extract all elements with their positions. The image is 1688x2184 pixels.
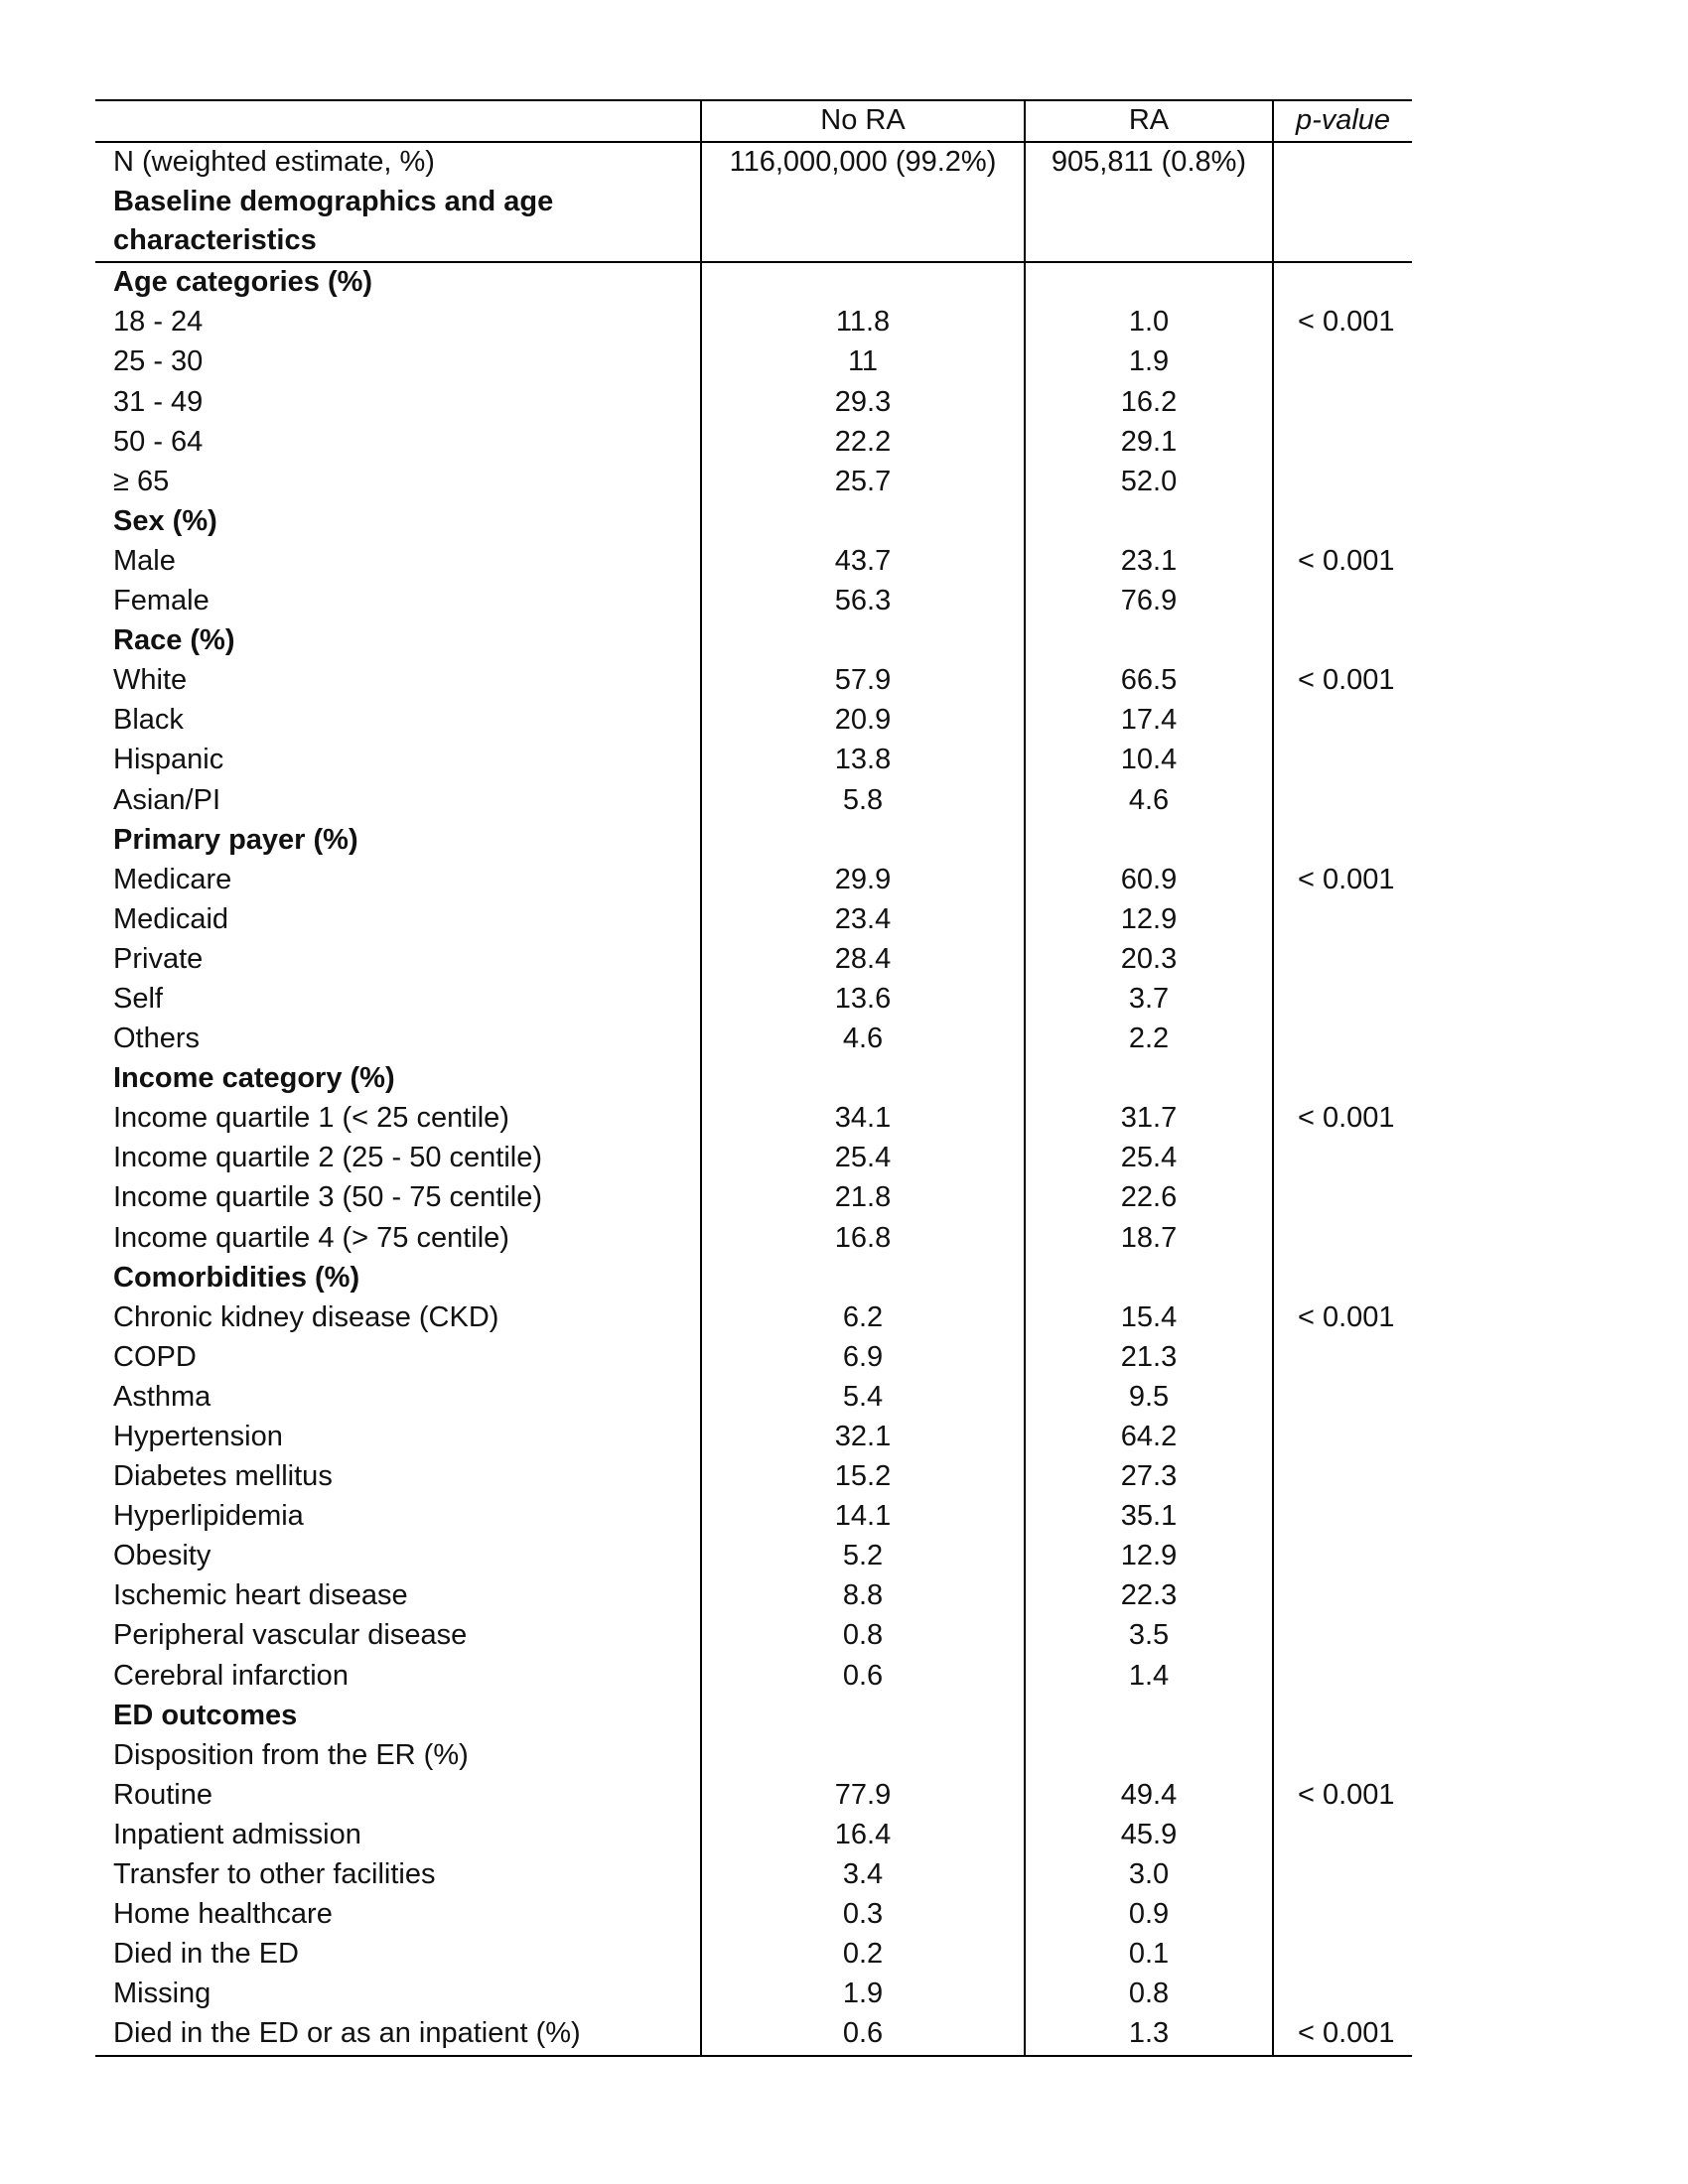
empty-cell	[701, 1059, 1025, 1099]
baseline-heading-row	[95, 183, 1412, 262]
n-row-p	[1273, 142, 1412, 183]
row-p-value	[1273, 940, 1412, 980]
row-no-ra-value: 5.8	[701, 781, 1025, 821]
table-row	[95, 1895, 1412, 1935]
row-p-value	[1273, 1457, 1412, 1497]
table-row	[95, 1616, 1412, 1656]
row-ra-value: 18.7	[1025, 1219, 1273, 1259]
row-label: Peripheral vascular disease	[113, 1619, 468, 1652]
row-ra-value: 3.7	[1025, 980, 1273, 1020]
section-heading: Sex (%)	[113, 504, 217, 537]
row-label: Hispanic	[113, 744, 224, 776]
empty-cell	[1273, 821, 1412, 861]
row-p-value	[1273, 1139, 1412, 1178]
empty-cell	[1273, 1059, 1412, 1099]
row-p-value	[1273, 701, 1412, 741]
row-label: Missing	[113, 1978, 211, 2010]
row-ra-value: 66.5	[1025, 661, 1273, 701]
row-ra-value: 4.6	[1025, 781, 1273, 821]
table-row	[95, 303, 1412, 342]
row-no-ra-value: 29.9	[701, 861, 1025, 900]
row-no-ra-value: 5.2	[701, 1537, 1025, 1576]
table-row	[95, 1816, 1412, 1855]
header-no-ra: No RA	[701, 100, 1025, 142]
row-label: Private	[113, 942, 204, 975]
table-row	[95, 701, 1412, 741]
row-ra-value: 1.9	[1025, 342, 1273, 382]
row-p-value	[1273, 1657, 1412, 1697]
empty-cell	[1273, 502, 1412, 542]
row-label: Diabetes mellitus	[113, 1460, 333, 1493]
row-ra-value: 76.9	[1025, 582, 1273, 621]
row-no-ra-value: 5.4	[701, 1378, 1025, 1418]
table-row	[95, 980, 1412, 1020]
table-row	[95, 423, 1412, 463]
row-p-value	[1273, 1616, 1412, 1656]
row-p-value	[1273, 1178, 1412, 1218]
row-ra-value: 15.4	[1025, 1298, 1273, 1338]
row-p-value: < 0.001	[1273, 2014, 1412, 2055]
row-ra-value: 20.3	[1025, 940, 1273, 980]
empty-cell	[1025, 621, 1273, 661]
table-row	[95, 1178, 1412, 1218]
row-no-ra-value: 77.9	[701, 1776, 1025, 1816]
baseline-heading: Baseline demographics and age characteristics	[95, 183, 701, 262]
section-heading: Income category (%)	[113, 1062, 395, 1095]
row-ra-value: 0.9	[1025, 1895, 1273, 1935]
row-label: Died in the ED or as an inpatient (%)	[95, 2014, 701, 2055]
row-label: Transfer to other facilities	[113, 1858, 436, 1891]
row-no-ra-value: 21.8	[701, 1178, 1025, 1218]
header-p-value: p-value	[1273, 100, 1412, 142]
section-heading-row	[95, 1259, 1412, 1298]
empty-cell	[701, 1259, 1025, 1298]
row-label: Chronic kidney disease (CKD)	[113, 1300, 499, 1333]
row-p-value	[1273, 980, 1412, 1020]
table-row	[95, 900, 1412, 940]
row-label: Asian/PI	[113, 783, 220, 816]
row-p-value	[1273, 1338, 1412, 1378]
row-ra-value: 12.9	[1025, 1537, 1273, 1576]
row-ra-value: 64.2	[1025, 1418, 1273, 1457]
table-row	[95, 1975, 1412, 2014]
row-p-value	[1273, 383, 1412, 423]
row-no-ra-value: 56.3	[701, 582, 1025, 621]
table-row	[95, 661, 1412, 701]
table-row	[95, 1935, 1412, 1975]
table-row	[95, 542, 1412, 582]
row-p-value	[1273, 781, 1412, 821]
table-row	[95, 781, 1412, 821]
row-ra-value: 35.1	[1025, 1497, 1273, 1537]
empty-cell	[701, 183, 1025, 262]
empty-cell	[1025, 1059, 1273, 1099]
row-no-ra-value: 3.4	[701, 1855, 1025, 1895]
row-ra-value: 27.3	[1025, 1457, 1273, 1497]
row-label: Income quartile 4 (> 75 centile)	[113, 1221, 509, 1254]
row-label: Died in the ED	[113, 1938, 299, 1971]
table-row	[95, 463, 1412, 502]
section-heading-row	[95, 621, 1412, 661]
row-label: Medicare	[113, 863, 232, 895]
row-p-value	[1273, 1855, 1412, 1895]
row-label: Income quartile 1 (< 25 centile)	[113, 1102, 509, 1135]
row-ra-value: 22.6	[1025, 1178, 1273, 1218]
table-row	[95, 1497, 1412, 1537]
row-label: 25 - 30	[113, 345, 204, 378]
row-p-value: < 0.001	[1273, 1099, 1412, 1139]
row-no-ra-value: 13.8	[701, 741, 1025, 780]
table-row	[95, 2014, 1412, 2055]
section-heading-row	[95, 821, 1412, 861]
row-no-ra-value: 29.3	[701, 383, 1025, 423]
row-ra-value: 23.1	[1025, 542, 1273, 582]
row-label: Income quartile 3 (50 - 75 centile)	[113, 1181, 542, 1214]
row-p-value: < 0.001	[1273, 1776, 1412, 1816]
row-ra-value: 2.2	[1025, 1020, 1273, 1059]
table-row	[95, 1298, 1412, 1338]
row-no-ra-value: 25.7	[701, 463, 1025, 502]
section-heading-row	[95, 1697, 1412, 1736]
demographics-table	[95, 99, 1412, 2057]
empty-cell	[1273, 1697, 1412, 1736]
empty-cell	[701, 821, 1025, 861]
row-no-ra-value: 1.9	[701, 1975, 1025, 2014]
table-row	[95, 1457, 1412, 1497]
section-heading: Age categories (%)	[113, 266, 373, 299]
row-no-ra-value: 22.2	[701, 423, 1025, 463]
table-row	[95, 383, 1412, 423]
row-ra-value: 9.5	[1025, 1378, 1273, 1418]
table-row	[95, 1776, 1412, 1816]
empty-cell	[1025, 821, 1273, 861]
row-label: Ischemic heart disease	[113, 1579, 408, 1612]
row-label: Self	[113, 982, 163, 1015]
row-label: Asthma	[113, 1380, 211, 1413]
table-row	[95, 342, 1412, 382]
row-ra-value: 31.7	[1025, 1099, 1273, 1139]
table-row	[95, 1020, 1412, 1059]
row-no-ra-value: 0.6	[701, 1657, 1025, 1697]
section-heading: Primary payer (%)	[113, 823, 358, 856]
empty-cell	[701, 621, 1025, 661]
row-no-ra-value: 15.2	[701, 1457, 1025, 1497]
row-p-value	[1273, 1497, 1412, 1537]
header-label	[95, 100, 701, 142]
row-ra-value: 3.5	[1025, 1616, 1273, 1656]
row-p-value	[1273, 1537, 1412, 1576]
table-row	[95, 1657, 1412, 1697]
row-ra-value: 16.2	[1025, 383, 1273, 423]
row-no-ra-value: 34.1	[701, 1099, 1025, 1139]
row-no-ra-value: 0.6	[701, 2014, 1025, 2055]
row-no-ra-value: 8.8	[701, 1576, 1025, 1616]
empty-cell	[1025, 1259, 1273, 1298]
row-no-ra-value: 20.9	[701, 701, 1025, 741]
row-ra-value: 60.9	[1025, 861, 1273, 900]
table-row	[95, 1855, 1412, 1895]
row-ra-value: 0.1	[1025, 1935, 1273, 1975]
table-row	[95, 1736, 1412, 1776]
row-p-value	[1273, 1736, 1412, 1776]
row-p-value: < 0.001	[1273, 542, 1412, 582]
row-ra-value: 17.4	[1025, 701, 1273, 741]
row-label: 50 - 64	[113, 425, 204, 458]
section-heading: Comorbidities (%)	[113, 1261, 360, 1294]
row-ra-value: 52.0	[1025, 463, 1273, 502]
row-label: Female	[113, 585, 210, 617]
empty-cell	[1273, 621, 1412, 661]
table-row	[95, 861, 1412, 900]
section-heading: ED outcomes	[113, 1699, 298, 1731]
row-p-value	[1273, 1418, 1412, 1457]
table-row	[95, 1418, 1412, 1457]
row-p-value	[1273, 582, 1412, 621]
row-no-ra-value	[701, 1736, 1025, 1776]
row-ra-value: 0.8	[1025, 1975, 1273, 2014]
row-no-ra-value: 4.6	[701, 1020, 1025, 1059]
section-heading-row	[95, 262, 1412, 303]
section-heading-row	[95, 502, 1412, 542]
row-no-ra-value: 0.2	[701, 1935, 1025, 1975]
row-no-ra-value: 23.4	[701, 900, 1025, 940]
row-no-ra-value: 13.6	[701, 980, 1025, 1020]
row-p-value	[1273, 1975, 1412, 2014]
row-label: Medicaid	[113, 902, 229, 935]
row-no-ra-value: 16.4	[701, 1816, 1025, 1855]
row-p-value: < 0.001	[1273, 861, 1412, 900]
row-no-ra-value: 16.8	[701, 1219, 1025, 1259]
row-no-ra-value: 32.1	[701, 1418, 1025, 1457]
row-ra-value	[1025, 1736, 1273, 1776]
table-row	[95, 1537, 1412, 1576]
n-row	[95, 142, 1412, 183]
empty-cell	[1025, 183, 1273, 262]
table-row	[95, 1338, 1412, 1378]
row-p-value	[1273, 1816, 1412, 1855]
row-p-value: < 0.001	[1273, 661, 1412, 701]
row-p-value	[1273, 1935, 1412, 1975]
row-p-value	[1273, 423, 1412, 463]
row-ra-value: 45.9	[1025, 1816, 1273, 1855]
row-label: White	[113, 664, 188, 697]
table-header-row	[95, 100, 1412, 142]
empty-cell	[701, 502, 1025, 542]
empty-cell	[1273, 1259, 1412, 1298]
row-label: Home healthcare	[113, 1898, 333, 1931]
row-p-value: < 0.001	[1273, 1298, 1412, 1338]
row-no-ra-value: 0.3	[701, 1895, 1025, 1935]
row-no-ra-value: 43.7	[701, 542, 1025, 582]
table-row	[95, 1378, 1412, 1418]
row-p-value	[1273, 342, 1412, 382]
row-p-value: < 0.001	[1273, 303, 1412, 342]
row-label: Income quartile 2 (25 - 50 centile)	[113, 1142, 542, 1174]
empty-cell	[1273, 183, 1412, 262]
row-label: Obesity	[113, 1540, 211, 1572]
row-no-ra-value: 11	[701, 342, 1025, 382]
row-p-value	[1273, 1895, 1412, 1935]
row-ra-value: 1.0	[1025, 303, 1273, 342]
demographics-table-container	[95, 99, 1412, 2057]
row-label: Hyperlipidemia	[113, 1500, 304, 1533]
row-p-value	[1273, 1378, 1412, 1418]
n-row-no-ra: 116,000,000 (99.2%)	[701, 142, 1025, 183]
row-ra-value: 22.3	[1025, 1576, 1273, 1616]
n-row-label: N (weighted estimate, %)	[113, 146, 435, 179]
row-p-value	[1273, 1576, 1412, 1616]
row-label: Cerebral infarction	[113, 1659, 349, 1692]
row-p-value	[1273, 1219, 1412, 1259]
table-row	[95, 741, 1412, 780]
row-label: Routine	[113, 1778, 212, 1811]
row-no-ra-value: 14.1	[701, 1497, 1025, 1537]
row-ra-value: 1.4	[1025, 1657, 1273, 1697]
row-label: Male	[113, 544, 176, 577]
n-row-ra: 905,811 (0.8%)	[1025, 142, 1273, 183]
row-label: Black	[113, 704, 184, 737]
row-label: Disposition from the ER (%)	[113, 1738, 469, 1771]
empty-cell	[1273, 262, 1412, 303]
row-p-value	[1273, 741, 1412, 780]
empty-cell	[701, 1697, 1025, 1736]
row-label: 18 - 24	[113, 306, 204, 339]
table-row	[95, 1576, 1412, 1616]
row-ra-value: 3.0	[1025, 1855, 1273, 1895]
row-label: 31 - 49	[113, 385, 204, 418]
row-label: COPD	[113, 1340, 197, 1373]
table-body	[95, 142, 1412, 2055]
row-ra-value: 21.3	[1025, 1338, 1273, 1378]
row-ra-value: 10.4	[1025, 741, 1273, 780]
header-ra: RA	[1025, 100, 1273, 142]
row-ra-value: 49.4	[1025, 1776, 1273, 1816]
table-row	[95, 1219, 1412, 1259]
row-label: Hypertension	[113, 1421, 283, 1452]
row-label: ≥ 65	[113, 465, 170, 497]
row-no-ra-value: 25.4	[701, 1139, 1025, 1178]
table-row	[95, 1099, 1412, 1139]
row-no-ra-value: 57.9	[701, 661, 1025, 701]
row-ra-value: 25.4	[1025, 1139, 1273, 1178]
row-p-value	[1273, 900, 1412, 940]
empty-cell	[1025, 262, 1273, 303]
row-ra-value: 29.1	[1025, 423, 1273, 463]
row-p-value	[1273, 463, 1412, 502]
row-no-ra-value: 6.2	[701, 1298, 1025, 1338]
row-no-ra-value: 0.8	[701, 1616, 1025, 1656]
row-ra-value: 1.3	[1025, 2014, 1273, 2055]
table-row	[95, 1139, 1412, 1178]
row-no-ra-value: 6.9	[701, 1338, 1025, 1378]
empty-cell	[701, 262, 1025, 303]
table-row	[95, 940, 1412, 980]
row-p-value	[1273, 1020, 1412, 1059]
row-label: Others	[113, 1023, 201, 1055]
row-no-ra-value: 11.8	[701, 303, 1025, 342]
empty-cell	[1025, 502, 1273, 542]
row-label: Inpatient admission	[113, 1818, 361, 1850]
section-heading-row	[95, 1059, 1412, 1099]
row-no-ra-value: 28.4	[701, 940, 1025, 980]
empty-cell	[1025, 1697, 1273, 1736]
row-ra-value: 12.9	[1025, 900, 1273, 940]
section-heading: Race (%)	[113, 624, 235, 657]
table-row	[95, 582, 1412, 621]
